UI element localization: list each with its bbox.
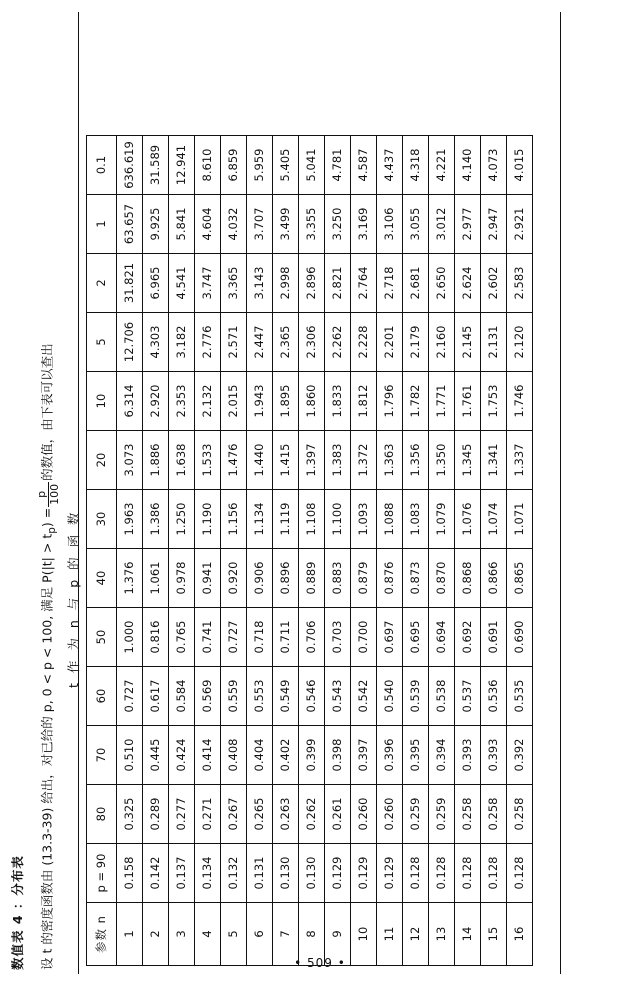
cell: 0.393 [455, 726, 481, 785]
cell: 0.711 [273, 608, 299, 667]
cell: 3.747 [195, 254, 221, 313]
cell: 4.587 [351, 136, 377, 195]
cell: 0.865 [507, 549, 533, 608]
table-row [117, 136, 143, 966]
column-header-0-1: 0.1 [87, 136, 117, 195]
cell: 0.535 [507, 667, 533, 726]
cell: 2.650 [429, 254, 455, 313]
cell: 1.963 [117, 490, 143, 549]
cell: 1.190 [195, 490, 221, 549]
cell: 12.941 [169, 136, 195, 195]
row-label: 8 [299, 903, 325, 966]
cell: 0.396 [377, 726, 403, 785]
cell: 2.120 [507, 313, 533, 372]
cell: 1.533 [195, 431, 221, 490]
cell: 0.727 [117, 667, 143, 726]
cell: 1.088 [377, 490, 403, 549]
cell: 31.821 [117, 254, 143, 313]
cell: 1.746 [507, 372, 533, 431]
cell: 0.262 [299, 785, 325, 844]
table-row [403, 136, 429, 966]
cell: 2.201 [377, 313, 403, 372]
cell: 2.571 [221, 313, 247, 372]
fraction-denominator: 100 [47, 483, 61, 505]
cell: 0.261 [325, 785, 351, 844]
cell: 1.350 [429, 431, 455, 490]
cell: 2.583 [507, 254, 533, 313]
cell: 0.584 [169, 667, 195, 726]
row-label: 6 [247, 903, 273, 966]
cell: 0.128 [403, 844, 429, 903]
cell: 1.000 [117, 608, 143, 667]
cell: 0.137 [169, 844, 195, 903]
cell: 8.610 [195, 136, 221, 195]
cell: 2.602 [481, 254, 507, 313]
cell: 9.925 [143, 195, 169, 254]
table-row [169, 136, 195, 966]
cell: 6.965 [143, 254, 169, 313]
cell: 1.356 [403, 431, 429, 490]
cell: 1.376 [117, 549, 143, 608]
cell: 2.262 [325, 313, 351, 372]
cell: 2.015 [221, 372, 247, 431]
cell: 0.394 [429, 726, 455, 785]
table-row [455, 136, 481, 966]
cell: 0.691 [481, 608, 507, 667]
cell: 0.402 [273, 726, 299, 785]
cell: 0.879 [351, 549, 377, 608]
table-row [299, 136, 325, 966]
cell: 5.959 [247, 136, 273, 195]
cell: 4.781 [325, 136, 351, 195]
cell: 3.055 [403, 195, 429, 254]
bottom-rule [560, 12, 561, 974]
cell: 0.398 [325, 726, 351, 785]
table-body [117, 136, 533, 966]
cell: 12.706 [117, 313, 143, 372]
cell: 0.277 [169, 785, 195, 844]
table-subcaption: t 作 为 n 与 p 的 函 数 [66, 509, 81, 688]
cell: 4.303 [143, 313, 169, 372]
column-header-70: 70 [87, 726, 117, 785]
fraction-numerator: p [36, 482, 49, 507]
cell: 0.868 [455, 549, 481, 608]
cell: 0.546 [299, 667, 325, 726]
cell: 0.617 [143, 667, 169, 726]
cell: 0.259 [403, 785, 429, 844]
caption-text-mid: ) = [39, 507, 55, 528]
cell: 0.896 [273, 549, 299, 608]
cell: 0.876 [377, 549, 403, 608]
cell: 3.499 [273, 195, 299, 254]
cell: 0.559 [221, 667, 247, 726]
cell: 1.250 [169, 490, 195, 549]
column-header-80: 80 [87, 785, 117, 844]
cell: 0.537 [455, 667, 481, 726]
cell: 1.886 [143, 431, 169, 490]
cell: 1.943 [247, 372, 273, 431]
cell: 1.372 [351, 431, 377, 490]
cell: 1.071 [507, 490, 533, 549]
cell: 1.100 [325, 490, 351, 549]
cell: 2.228 [351, 313, 377, 372]
cell: 3.143 [247, 254, 273, 313]
cell: 1.108 [299, 490, 325, 549]
row-label: 12 [403, 903, 429, 966]
cell: 2.896 [299, 254, 325, 313]
column-header-50: 50 [87, 608, 117, 667]
cell: 1.363 [377, 431, 403, 490]
cell: 0.130 [299, 844, 325, 903]
cell: 3.106 [377, 195, 403, 254]
cell: 2.947 [481, 195, 507, 254]
cell: 1.812 [351, 372, 377, 431]
cell: 0.870 [429, 549, 455, 608]
cell: 1.074 [481, 490, 507, 549]
cell: 1.771 [429, 372, 455, 431]
cell: 0.289 [143, 785, 169, 844]
cell: 0.267 [221, 785, 247, 844]
cell: 2.306 [299, 313, 325, 372]
table-row [429, 136, 455, 966]
cell: 0.538 [429, 667, 455, 726]
cell: 0.765 [169, 608, 195, 667]
table-row [325, 136, 351, 966]
cell: 0.258 [507, 785, 533, 844]
column-value-90: 90 [94, 853, 108, 869]
cell: 5.041 [299, 136, 325, 195]
cell: 0.414 [195, 726, 221, 785]
cell: 0.727 [221, 608, 247, 667]
cell: 5.841 [169, 195, 195, 254]
cell: 0.128 [455, 844, 481, 903]
cell: 6.859 [221, 136, 247, 195]
cell: 0.695 [403, 608, 429, 667]
row-label: 11 [377, 903, 403, 966]
column-header-5: 5 [87, 313, 117, 372]
row-label: 5 [221, 903, 247, 966]
cell: 2.920 [143, 372, 169, 431]
cell: 0.130 [273, 844, 299, 903]
column-header-n: 参数 n [87, 903, 117, 966]
cell: 1.093 [351, 490, 377, 549]
cell: 1.383 [325, 431, 351, 490]
cell: 1.345 [455, 431, 481, 490]
row-label: 14 [455, 903, 481, 966]
top-rule [78, 12, 79, 974]
cell: 0.510 [117, 726, 143, 785]
fraction-p-over-100 [36, 482, 60, 507]
cell: 1.761 [455, 372, 481, 431]
cell: 0.703 [325, 608, 351, 667]
column-header-p-90 [87, 844, 117, 903]
cell: 4.032 [221, 195, 247, 254]
column-header-20: 20 [87, 431, 117, 490]
cell: 0.128 [507, 844, 533, 903]
cell: 0.866 [481, 549, 507, 608]
table-header-row [87, 136, 117, 966]
cell: 1.476 [221, 431, 247, 490]
cell: 0.542 [351, 667, 377, 726]
cell: 1.397 [299, 431, 325, 490]
cell: 2.998 [273, 254, 299, 313]
t-distribution-table [86, 135, 533, 966]
cell: 0.539 [403, 667, 429, 726]
column-header-10: 10 [87, 372, 117, 431]
cell: 2.132 [195, 372, 221, 431]
cell: 2.764 [351, 254, 377, 313]
cell: 0.540 [377, 667, 403, 726]
cell: 4.140 [455, 136, 481, 195]
cell: 1.083 [403, 490, 429, 549]
cell: 3.250 [325, 195, 351, 254]
cell: 2.145 [455, 313, 481, 372]
cell: 1.386 [143, 490, 169, 549]
cell: 3.707 [247, 195, 273, 254]
cell: 1.782 [403, 372, 429, 431]
cell: 3.365 [221, 254, 247, 313]
table-row [507, 136, 533, 966]
cell: 1.156 [221, 490, 247, 549]
cell: 1.061 [143, 549, 169, 608]
cell: 0.395 [403, 726, 429, 785]
cell: 2.447 [247, 313, 273, 372]
cell: 0.397 [351, 726, 377, 785]
cell: 0.392 [507, 726, 533, 785]
cell: 2.353 [169, 372, 195, 431]
cell: 0.883 [325, 549, 351, 608]
table-row [377, 136, 403, 966]
cell: 0.399 [299, 726, 325, 785]
row-label: 13 [429, 903, 455, 966]
cell: 4.437 [377, 136, 403, 195]
cell: 2.160 [429, 313, 455, 372]
column-header-30: 30 [87, 490, 117, 549]
cell: 0.741 [195, 608, 221, 667]
row-label: 3 [169, 903, 195, 966]
row-label: 7 [273, 903, 299, 966]
cell: 0.553 [247, 667, 273, 726]
page-head-label: 数值表 4 ：分布表 [10, 855, 25, 970]
table-row [221, 136, 247, 966]
cell: 0.129 [325, 844, 351, 903]
table-row [481, 136, 507, 966]
cell: 0.393 [481, 726, 507, 785]
cell: 0.134 [195, 844, 221, 903]
cell: 6.314 [117, 372, 143, 431]
row-label: 10 [351, 903, 377, 966]
cell: 1.076 [455, 490, 481, 549]
cell: 1.119 [273, 490, 299, 549]
row-label: 2 [143, 903, 169, 966]
caption-text-pre: 设 t 的密度函数由 (13.3-39) 给出，对已给的 p, 0 < p < 100, 满足 P(|t| > t [39, 533, 55, 970]
cell: 3.073 [117, 431, 143, 490]
cell: 2.365 [273, 313, 299, 372]
cell: 4.541 [169, 254, 195, 313]
cell: 0.700 [351, 608, 377, 667]
cell: 0.706 [299, 608, 325, 667]
cell: 3.182 [169, 313, 195, 372]
cell: 1.415 [273, 431, 299, 490]
caption-text-post: 的数值，由下表可以查出 [39, 343, 55, 481]
cell: 0.158 [117, 844, 143, 903]
cell: 4.318 [403, 136, 429, 195]
cell: 0.549 [273, 667, 299, 726]
cell: 0.265 [247, 785, 273, 844]
cell: 0.142 [143, 844, 169, 903]
column-header-1: 1 [87, 195, 117, 254]
cell: 1.833 [325, 372, 351, 431]
cell: 2.681 [403, 254, 429, 313]
row-label: 15 [481, 903, 507, 966]
cell: 0.569 [195, 667, 221, 726]
cell: 0.132 [221, 844, 247, 903]
cell: 4.015 [507, 136, 533, 195]
cell: 0.718 [247, 608, 273, 667]
cell: 1.337 [507, 431, 533, 490]
caption-subscript-p: p [46, 527, 58, 534]
cell: 0.978 [169, 549, 195, 608]
cell: 1.638 [169, 431, 195, 490]
cell: 1.796 [377, 372, 403, 431]
cell: 4.604 [195, 195, 221, 254]
cell: 1.341 [481, 431, 507, 490]
cell: 0.129 [377, 844, 403, 903]
cell: 0.259 [429, 785, 455, 844]
cell: 3.012 [429, 195, 455, 254]
cell: 0.260 [351, 785, 377, 844]
cell: 0.543 [325, 667, 351, 726]
cell: 1.860 [299, 372, 325, 431]
cell: 0.408 [221, 726, 247, 785]
cell: 0.260 [377, 785, 403, 844]
cell: 2.179 [403, 313, 429, 372]
row-label: 9 [325, 903, 351, 966]
column-header-2: 2 [87, 254, 117, 313]
cell: 0.692 [455, 608, 481, 667]
cell: 0.128 [481, 844, 507, 903]
column-header-60: 60 [87, 667, 117, 726]
cell: 1.753 [481, 372, 507, 431]
table-row [247, 136, 273, 966]
cell: 1.895 [273, 372, 299, 431]
cell: 0.873 [403, 549, 429, 608]
cell: 0.941 [195, 549, 221, 608]
cell: 0.263 [273, 785, 299, 844]
p-equals-label: p = [94, 871, 108, 893]
cell: 0.404 [247, 726, 273, 785]
cell: 2.131 [481, 313, 507, 372]
cell: 2.718 [377, 254, 403, 313]
row-label: 1 [117, 903, 143, 966]
cell: 0.697 [377, 608, 403, 667]
cell: 0.325 [117, 785, 143, 844]
cell: 0.694 [429, 608, 455, 667]
cell: 2.821 [325, 254, 351, 313]
cell: 0.920 [221, 549, 247, 608]
cell: 3.355 [299, 195, 325, 254]
table-caption-formula [36, 343, 60, 970]
cell: 0.128 [429, 844, 455, 903]
cell: 2.624 [455, 254, 481, 313]
cell: 2.921 [507, 195, 533, 254]
cell: 0.129 [351, 844, 377, 903]
cell: 0.536 [481, 667, 507, 726]
row-label: 4 [195, 903, 221, 966]
cell: 4.221 [429, 136, 455, 195]
cell: 1.440 [247, 431, 273, 490]
cell: 0.258 [455, 785, 481, 844]
column-header-40: 40 [87, 549, 117, 608]
cell: 0.445 [143, 726, 169, 785]
cell: 0.271 [195, 785, 221, 844]
cell: 0.816 [143, 608, 169, 667]
cell: 31.589 [143, 136, 169, 195]
row-label: 16 [507, 903, 533, 966]
cell: 0.889 [299, 549, 325, 608]
cell: 2.977 [455, 195, 481, 254]
page-number: • 509 • [294, 956, 346, 970]
cell: 4.073 [481, 136, 507, 195]
cell: 1.134 [247, 490, 273, 549]
cell: 0.424 [169, 726, 195, 785]
cell: 0.131 [247, 844, 273, 903]
cell: 636.619 [117, 136, 143, 195]
cell: 5.405 [273, 136, 299, 195]
cell: 63.657 [117, 195, 143, 254]
cell: 0.906 [247, 549, 273, 608]
cell: 2.776 [195, 313, 221, 372]
table-row [273, 136, 299, 966]
cell: 3.169 [351, 195, 377, 254]
cell: 0.258 [481, 785, 507, 844]
table-row [195, 136, 221, 966]
cell: 0.690 [507, 608, 533, 667]
table-row [143, 136, 169, 966]
cell: 1.079 [429, 490, 455, 549]
table-row [351, 136, 377, 966]
